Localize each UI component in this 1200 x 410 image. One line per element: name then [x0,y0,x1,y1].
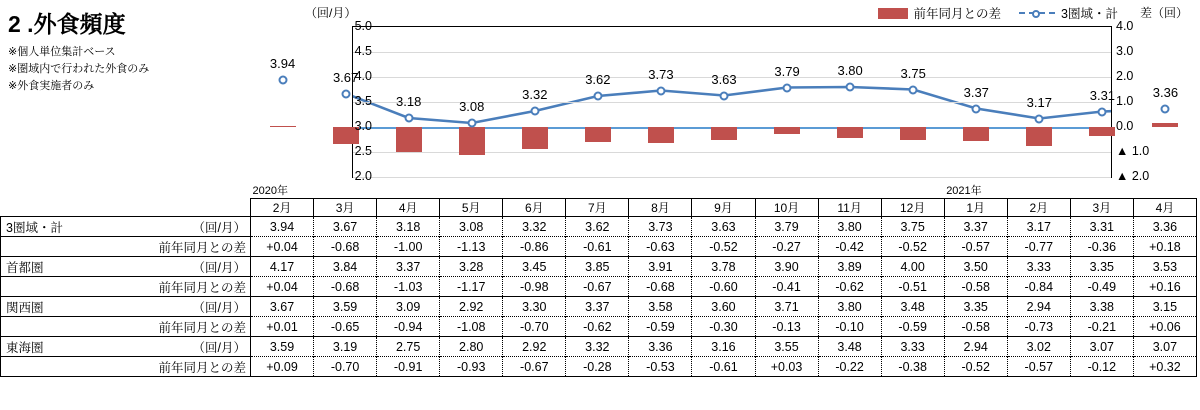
table-cell: -0.86 [503,237,566,257]
data-label: 3.79 [774,63,800,79]
table-cell: 3.17 [1007,217,1070,237]
data-label: 3.73 [648,66,674,82]
bar-diff [1089,127,1115,136]
table-cell: -0.36 [1070,237,1133,257]
table-cell: 3.30 [503,297,566,317]
year-marker-cell [1070,182,1133,199]
table-cell: -0.63 [629,237,692,257]
month-header-cell: 12月 [881,199,944,217]
legend-line-swatch [1019,12,1055,14]
table-cell: -1.08 [440,317,503,337]
table-row [1,357,1197,377]
y-tick-right: 4.0 [1116,19,1134,33]
table-cell: 3.67 [314,217,377,237]
page-title: 2 .外食頻度 [8,11,126,37]
chart-legend [878,4,1118,22]
year-marker-cell [377,182,440,199]
table-cell: -0.84 [1007,277,1070,297]
table-cell: -0.62 [566,317,629,337]
table-cell: -0.30 [692,317,755,337]
year-marker-cell [314,182,377,199]
y-tick-right: 0.0 [1116,119,1134,133]
table-cell: 3.89 [818,257,881,277]
table-cell: 3.67 [251,297,314,317]
row-label: 前年同月との差 [1,277,251,297]
y-tick-left: 3.0 [354,119,372,133]
year-marker-row [1,182,1197,199]
table-cell: 3.35 [944,297,1007,317]
line-marker [720,91,729,100]
row-label: 首都圏 （回/月） [1,257,251,277]
data-label: 3.37 [963,84,989,100]
table-cell: 2.80 [440,337,503,357]
y-axis-unit-right: 差（回） [1139,6,1188,20]
table-cell: -0.59 [629,317,692,337]
data-table-wrap [0,182,1196,377]
table-cell: -0.57 [1007,357,1070,377]
data-label: 3.36 [1152,85,1179,100]
month-header-cell: 7月 [566,199,629,217]
line-marker [593,92,602,101]
table-cell: -0.51 [881,277,944,297]
notes-block [8,44,149,95]
data-label: 3.94 [269,56,296,71]
table-cell: 3.37 [944,217,1007,237]
bar-diff [963,127,989,141]
year-marker-cell [503,182,566,199]
table-cell: 3.15 [1133,297,1196,317]
table-cell: 3.71 [755,297,818,317]
table-cell: -0.67 [566,277,629,297]
table-cell: +0.32 [1133,357,1196,377]
bar-diff [774,127,800,134]
table-cell: 3.38 [1070,297,1133,317]
table-cell: -0.65 [314,317,377,337]
line-marker [467,119,476,128]
table-cell: -0.93 [440,357,503,377]
table-cell: -0.52 [944,357,1007,377]
table-cell: 3.45 [503,257,566,277]
row-unit: （回/月） [192,300,246,315]
data-label: 3.67 [332,69,359,85]
table-cell: -0.27 [755,237,818,257]
y-tick-right: 3.0 [1116,44,1134,58]
month-header-cell: 4月 [1133,199,1196,217]
line-marker [846,83,855,92]
y-tick-left: 3.5 [354,94,372,108]
table-cell: -1.00 [377,237,440,257]
row-label: 関西圏 （回/月） [1,297,251,317]
table-cell: +0.18 [1133,237,1196,257]
table-cell: 3.37 [377,257,440,277]
month-header-cell: 2月 [251,199,314,217]
bar-diff [837,127,863,138]
legend-item-bar [878,4,1002,22]
table-cell: -0.41 [755,277,818,297]
table-cell: 3.91 [629,257,692,277]
year-marker-cell: 2021年 [944,182,1007,199]
table-cell: -0.60 [692,277,755,297]
legend-bar-swatch [878,8,908,19]
table-cell: 3.02 [1007,337,1070,357]
table-cell: 3.32 [503,217,566,237]
table-cell: 3.62 [566,217,629,237]
y-tick-left: 4.0 [354,69,372,83]
table-cell: -0.38 [881,357,944,377]
line-marker [783,83,792,92]
table-cell: -0.22 [818,357,881,377]
table-row [1,317,1197,337]
year-marker-cell [818,182,881,199]
data-label: 3.31 [1089,87,1116,103]
row-unit: （回/月） [192,220,246,235]
row-label: 東海圏 （回/月） [1,337,251,357]
month-header-cell: 9月 [692,199,755,217]
table-row [1,237,1197,257]
year-marker-cell [881,182,944,199]
year-marker-cell [629,182,692,199]
line-marker [972,104,981,113]
table-cell: -0.68 [314,237,377,257]
y-axis-unit-left: （回/月） [305,6,357,20]
table-cell: 3.08 [440,217,503,237]
data-label: 3.75 [900,65,926,81]
row-label: 3圏域・計 （回/月） [1,217,251,237]
y-tick-right: ▲ 2.0 [1116,169,1150,183]
data-label: 3.08 [459,99,485,114]
table-cell: 4.00 [881,257,944,277]
month-header-cell: 2月 [1007,199,1070,217]
table-cell: -0.61 [692,357,755,377]
bar-diff [270,126,296,127]
table-cell: -0.73 [1007,317,1070,337]
row-label: 前年同月との差 [1,237,251,257]
bar-diff [585,127,611,142]
table-cell: 3.48 [818,337,881,357]
row-label: 前年同月との差 [1,357,251,377]
table-cell: 2.75 [377,337,440,357]
table-cell: -0.67 [503,357,566,377]
table-cell: -0.62 [818,277,881,297]
table-cell: -0.91 [377,357,440,377]
table-cell: 3.90 [755,257,818,277]
table-cell: -0.68 [629,277,692,297]
table-cell: +0.03 [755,357,818,377]
line-marker [656,86,665,95]
y-tick-left: 5.0 [354,19,372,33]
table-cell: -0.21 [1070,317,1133,337]
table-cell: 3.85 [566,257,629,277]
data-label: 3.80 [837,63,863,78]
table-cell: +0.04 [251,277,314,297]
table-cell: -0.58 [944,277,1007,297]
table-cell: 2.94 [944,337,1007,357]
bar-diff [1026,127,1052,146]
table-cell: 3.35 [1070,257,1133,277]
year-marker-cell [692,182,755,199]
table-cell: 3.63 [692,217,755,237]
table-cell: 3.79 [755,217,818,237]
bar-diff [900,127,926,140]
note-line: ※圏域内で行われた外食のみ [8,63,150,76]
table-cell: 3.18 [377,217,440,237]
year-marker-cell [1007,182,1070,199]
month-header-row [1,199,1197,217]
table-cell: -0.12 [1070,357,1133,377]
header-spacer [1,199,251,217]
table-cell: 3.80 [818,217,881,237]
month-header-cell: 8月 [629,199,692,217]
table-cell: -0.58 [944,317,1007,337]
month-header-cell: 6月 [503,199,566,217]
table-cell: -0.53 [629,357,692,377]
table-cell: 3.19 [314,337,377,357]
table-cell: 3.36 [1133,217,1196,237]
line-marker [530,107,539,116]
table-cell: 3.59 [314,297,377,317]
month-header-cell: 10月 [755,199,818,217]
y-tick-right: ▲ 1.0 [1116,144,1150,158]
chart-area [269,4,1190,184]
table-cell: 3.36 [629,337,692,357]
table-cell: -0.52 [692,237,755,257]
table-cell: 3.37 [566,297,629,317]
table-row [1,257,1197,277]
table-cell: -0.49 [1070,277,1133,297]
line-marker [1098,107,1107,116]
line-marker [1035,114,1044,123]
line-marker [278,76,287,85]
table-cell: -0.59 [881,317,944,337]
table-cell: 3.53 [1133,257,1196,277]
y-tick-left: 2.0 [354,169,372,183]
table-cell: 4.17 [251,257,314,277]
table-cell: -0.13 [755,317,818,337]
table-cell: 3.09 [377,297,440,317]
y-tick-left: 2.5 [354,144,372,158]
note-line: ※個人単位集計ベース [8,46,116,58]
data-label: 3.63 [711,71,737,87]
legend-item-line [1019,4,1118,22]
table-cell: -0.57 [944,237,1007,257]
table-cell: -0.70 [314,357,377,377]
year-marker-cell [1133,182,1196,199]
month-header-cell: 3月 [314,199,377,217]
bar-diff [648,127,674,143]
table-cell: 3.33 [1007,257,1070,277]
table-cell: -1.13 [440,237,503,257]
table-cell: 3.33 [881,337,944,357]
table-cell: -0.42 [818,237,881,257]
table-row [1,337,1197,357]
table-cell: 3.75 [881,217,944,237]
table-cell: +0.09 [251,357,314,377]
table-cell: 3.07 [1133,337,1196,357]
year-marker-cell [566,182,629,199]
year-marker-cell: 2020年 [251,182,314,199]
year-marker-cell [440,182,503,199]
table-row [1,297,1197,317]
year-marker-cell [755,182,818,199]
table-cell: -1.03 [377,277,440,297]
table-cell: -0.61 [566,237,629,257]
table-cell: -0.70 [503,317,566,337]
table-cell: +0.16 [1133,277,1196,297]
table-cell: 3.84 [314,257,377,277]
table-cell: -0.68 [314,277,377,297]
table-cell: 3.80 [818,297,881,317]
bar-diff [711,127,737,140]
table-cell: 3.28 [440,257,503,277]
month-header-cell: 1月 [944,199,1007,217]
row-unit: （回/月） [192,340,246,355]
table-row [1,217,1197,237]
table-cell: 2.94 [1007,297,1070,317]
table-cell: -0.98 [503,277,566,297]
y-tick-right: 1.0 [1116,94,1134,108]
data-table [0,182,1197,377]
bar-diff [396,127,422,152]
data-label: 3.32 [522,87,548,102]
month-header-cell: 4月 [377,199,440,217]
table-cell: 3.94 [251,217,314,237]
table-cell: 3.60 [692,297,755,317]
table-cell: -0.10 [818,317,881,337]
table-row [1,277,1197,297]
table-cell: -0.77 [1007,237,1070,257]
year-marker-spacer [1,182,251,199]
table-cell: -1.17 [440,277,503,297]
table-cell: 3.59 [251,337,314,357]
table-cell: 3.78 [692,257,755,277]
note-line: ※外食実施者のみ [8,80,95,93]
table-cell: +0.04 [251,237,314,257]
table-cell: +0.06 [1133,317,1196,337]
gridline [353,177,1111,178]
row-unit: （回/月） [192,260,246,275]
table-cell: -0.28 [566,357,629,377]
bar-diff [522,127,548,149]
table-cell: 3.07 [1070,337,1133,357]
table-cell: 2.92 [503,337,566,357]
table-cell: -0.52 [881,237,944,257]
gridline [353,52,1111,53]
line-marker [909,85,918,94]
data-label: 3.17 [1026,94,1052,110]
table-cell: 3.32 [566,337,629,357]
month-header-cell: 5月 [440,199,503,217]
table-cell: 3.58 [629,297,692,317]
bar-diff [459,127,485,155]
table-cell: 2.92 [440,297,503,317]
month-header-cell: 11月 [818,199,881,217]
y-tick-left: 4.5 [354,44,372,58]
data-label: 3.18 [396,94,422,109]
data-label: 3.62 [585,72,611,87]
y-tick-right: 2.0 [1116,69,1134,83]
row-label: 前年同月との差 [1,317,251,337]
table-cell: +0.01 [251,317,314,337]
table-cell: -0.94 [377,317,440,337]
month-header-cell: 3月 [1070,199,1133,217]
table-cell: 3.16 [692,337,755,357]
table-cell: 3.31 [1070,217,1133,237]
line-marker [404,114,413,123]
table-cell: 3.55 [755,337,818,357]
legend-bar-label: 前年同月との差 [913,7,1002,21]
legend-line-label: 3圏域・計 [1061,7,1118,21]
table-cell: 3.48 [881,297,944,317]
table-cell: 3.73 [629,217,692,237]
table-cell: 3.50 [944,257,1007,277]
